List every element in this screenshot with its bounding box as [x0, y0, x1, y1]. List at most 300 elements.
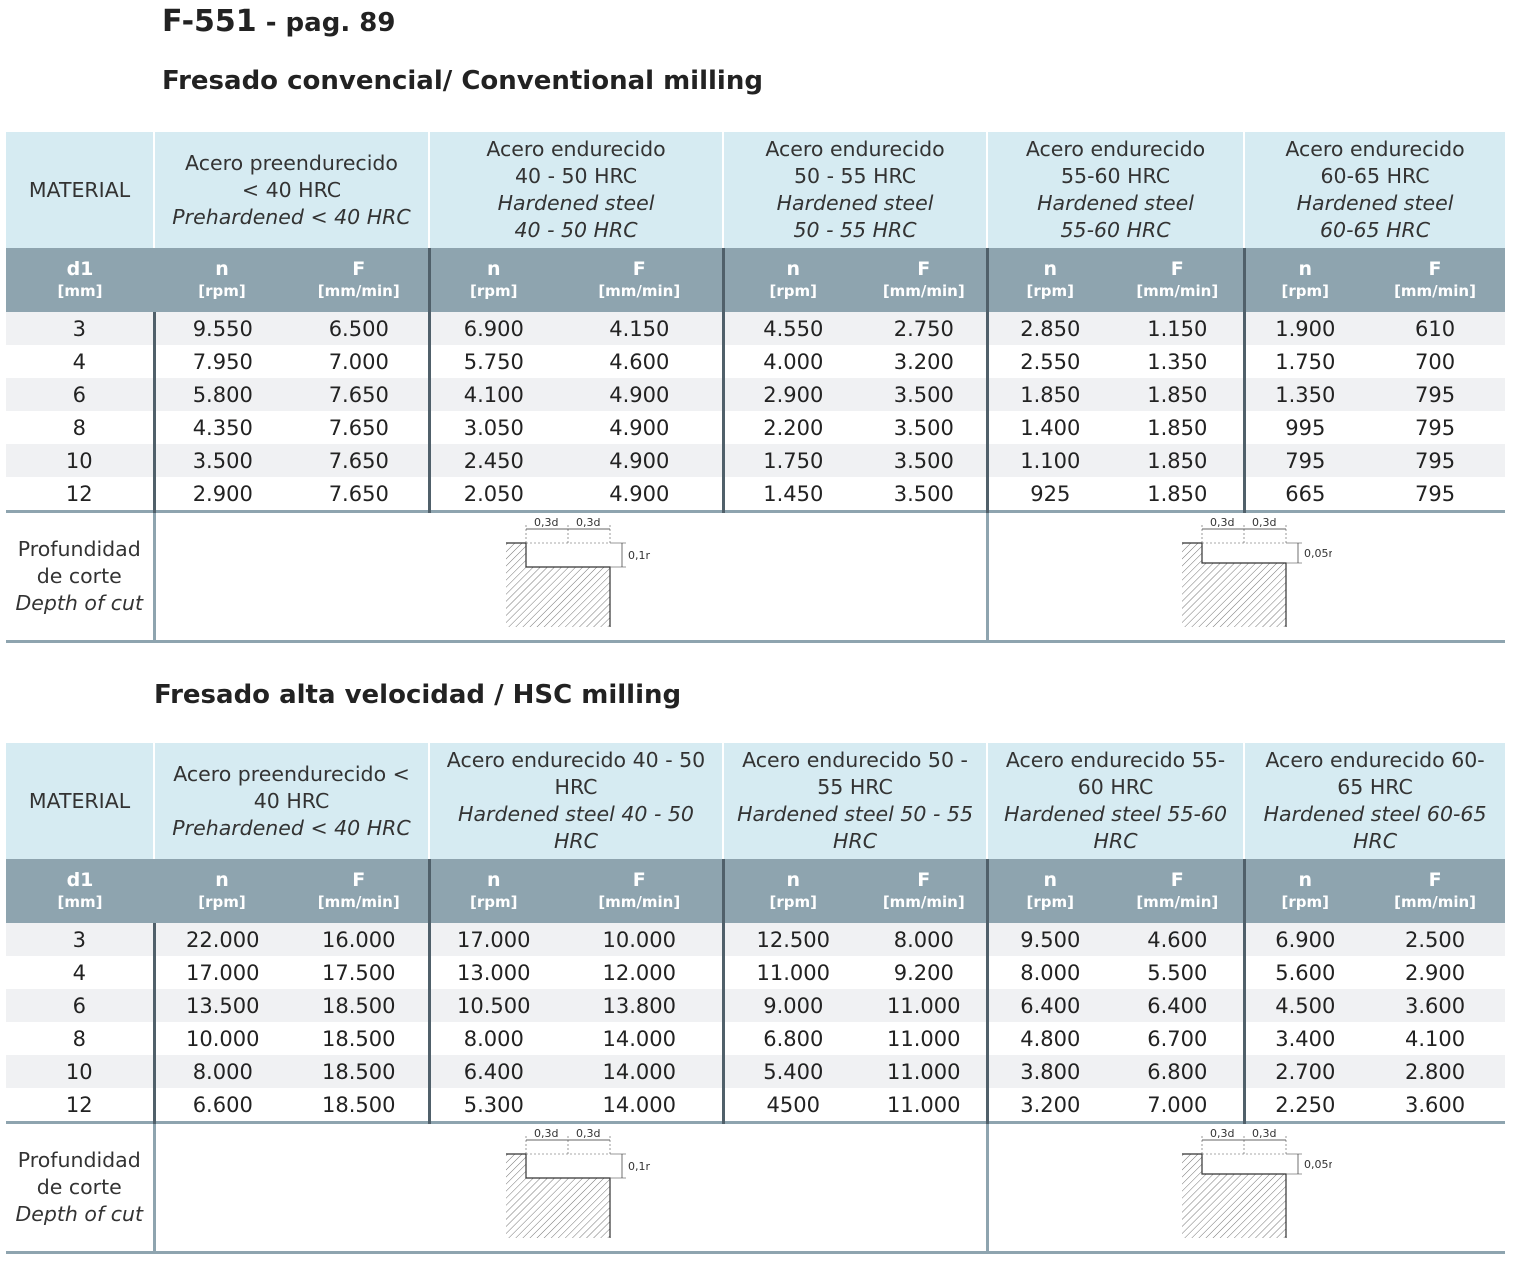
material-name-en: Hardened steel 55-60	[1004, 802, 1227, 826]
cell-diameter: 4	[6, 345, 154, 378]
col-header-f-unit: [mm/min]	[882, 893, 965, 911]
cell-feed: 1.350	[1112, 345, 1244, 378]
col-header-n	[723, 859, 862, 923]
cell-rpm: 3.200	[987, 1088, 1112, 1123]
material-name-es: < 40 HRC	[241, 177, 342, 202]
col-header-n-unit: [rpm]	[1026, 893, 1075, 911]
diagram-depth-label: 0,1r	[627, 548, 650, 562]
cell-feed: 16.000	[290, 923, 429, 956]
col-header-f-label: F	[352, 258, 366, 280]
diagram-width-label-1: 0,3d	[1209, 1126, 1235, 1140]
table-row	[6, 989, 1505, 1022]
material-name-es: 55 HRC	[817, 775, 893, 799]
col-header-n-unit: [rpm]	[1281, 282, 1329, 300]
cell-diameter: 3	[6, 312, 154, 345]
cell-feed: 4.600	[557, 345, 723, 378]
depth-of-cut-diagram	[1162, 515, 1332, 635]
cell-rpm: 2.900	[723, 378, 862, 411]
cell-rpm: 4.100	[429, 378, 557, 411]
cell-feed: 14.000	[557, 1088, 723, 1123]
col-header-n-unit: [rpm]	[1281, 893, 1330, 911]
depth-label-es-2: de corte	[36, 564, 122, 588]
cell-feed: 7.000	[290, 345, 429, 378]
material-name-es: Acero preendurecido <	[173, 761, 410, 786]
col-header-f-label: F	[1170, 869, 1184, 891]
material-header-row	[6, 743, 1505, 859]
cell-feed: 6.400	[1112, 989, 1244, 1022]
cell-rpm: 6.800	[723, 1022, 862, 1055]
table-row	[6, 956, 1505, 989]
cell-rpm: 2.450	[429, 444, 557, 477]
depth-label-es-2: de corte	[36, 1175, 122, 1199]
cell-rpm: 5.600	[1244, 956, 1365, 989]
material-name-en: HRC	[1093, 829, 1138, 853]
cell-feed: 10.000	[557, 923, 723, 956]
cell-feed: 1.850	[1112, 477, 1244, 512]
col-header-n-unit: [rpm]	[769, 893, 817, 911]
cell-diameter: 10	[6, 1055, 154, 1088]
cell-rpm: 6.400	[987, 989, 1112, 1022]
cell-rpm: 10.000	[154, 1022, 290, 1055]
material-group-header	[154, 743, 429, 859]
cell-rpm: 17.000	[154, 956, 290, 989]
cell-feed: 1.850	[1112, 411, 1244, 444]
page-title	[162, 0, 395, 40]
diagram-width-label-1: 0,3d	[1209, 515, 1235, 529]
col-header-n-label: n	[215, 869, 229, 891]
table-row	[6, 312, 1505, 345]
cell-rpm: 9.500	[987, 923, 1112, 956]
cell-feed: 18.500	[290, 989, 429, 1022]
cell-diameter: 6	[6, 989, 154, 1022]
cell-rpm: 5.800	[154, 378, 290, 411]
cell-feed: 3.600	[1365, 989, 1505, 1022]
cell-diameter: 4	[6, 956, 154, 989]
cell-feed: 795	[1365, 477, 1505, 512]
cell-feed: 18.500	[290, 1022, 429, 1055]
cell-feed: 18.500	[290, 1088, 429, 1123]
cell-feed: 18.500	[290, 1055, 429, 1088]
section-title	[154, 678, 681, 712]
cell-rpm: 3.800	[987, 1055, 1112, 1088]
cell-feed: 700	[1365, 345, 1505, 378]
section-title-english: Conventional milling	[452, 66, 763, 96]
col-header-n-label: n	[487, 869, 501, 891]
table-row	[6, 411, 1505, 444]
diagram-width-label-1: 0,3d	[533, 515, 558, 529]
cell-feed: 11.000	[862, 1055, 987, 1088]
material-group-header	[154, 132, 429, 248]
cutting-data-table	[6, 132, 1505, 643]
material-name-es: 55-60 HRC	[1060, 164, 1171, 188]
depth-of-cut-diagram	[486, 515, 656, 635]
cell-feed: 1.850	[1112, 444, 1244, 477]
cell-rpm: 665	[1244, 477, 1365, 512]
cell-rpm: 5.400	[723, 1055, 862, 1088]
cell-feed: 6.800	[1112, 1055, 1244, 1088]
table-row	[6, 923, 1505, 956]
col-header-n-label: n	[1298, 258, 1313, 280]
depth-of-cut-row	[6, 512, 1505, 642]
col-header-n	[1244, 859, 1365, 923]
cell-feed: 4.600	[1112, 923, 1244, 956]
col-header-n	[987, 859, 1112, 923]
col-header-f-label: F	[1170, 258, 1184, 280]
cell-diameter: 12	[6, 1088, 154, 1123]
col-header-f-unit: [mm/min]	[317, 893, 400, 911]
cell-feed: 7.650	[290, 378, 429, 411]
material-label: MATERIAL	[6, 743, 154, 859]
diagram-width-label-2: 0,3d	[1251, 1126, 1277, 1140]
material-name-es: Acero endurecido 60-	[1265, 748, 1485, 772]
cell-rpm: 1.750	[1244, 345, 1365, 378]
section-title	[162, 64, 763, 98]
depth-label-en: Depth of cut	[15, 1202, 144, 1226]
depth-of-cut-diagram	[486, 1126, 656, 1246]
col-header-f	[557, 248, 723, 312]
material-name-es: 40 HRC	[253, 788, 330, 813]
col-header-f-label: F	[632, 869, 646, 891]
material-name-en: Hardened steel	[1037, 191, 1194, 215]
material-group-header	[987, 132, 1244, 248]
cell-rpm: 13.500	[154, 989, 290, 1022]
cell-rpm: 6.900	[1244, 923, 1365, 956]
material-name-en: 50 - 55 HRC	[793, 218, 917, 242]
cell-rpm: 795	[1244, 444, 1365, 477]
material-name-en: HRC	[833, 829, 878, 853]
cell-rpm: 6.900	[429, 312, 557, 345]
table-row	[6, 444, 1505, 477]
material-name-en: Hardened steel	[497, 191, 655, 215]
col-header-d1-unit: [mm]	[57, 282, 103, 300]
cell-diameter: 6	[6, 378, 154, 411]
col-header-n-label: n	[786, 258, 801, 280]
cell-rpm: 9.000	[723, 989, 862, 1022]
cell-feed: 795	[1365, 378, 1505, 411]
material-name-es: Acero endurecido	[486, 137, 666, 161]
material-name-es: 60 HRC	[1077, 775, 1154, 799]
cell-feed: 4.150	[557, 312, 723, 345]
material-name-es: Acero endurecido 55-	[1005, 748, 1226, 772]
cell-rpm: 8.000	[429, 1022, 557, 1055]
cell-rpm: 2.850	[987, 312, 1112, 345]
section-title-spanish: Fresado alta velocidad /	[154, 680, 504, 710]
cell-feed: 795	[1365, 411, 1505, 444]
cell-feed: 11.000	[862, 1088, 987, 1123]
col-header-n	[429, 859, 557, 923]
depth-of-cut-label	[6, 512, 154, 642]
depth-of-cut-diagram	[1162, 1126, 1332, 1246]
cell-feed: 4.100	[1365, 1022, 1505, 1055]
col-header-f-label: F	[1428, 869, 1442, 891]
col-header-n	[723, 248, 862, 312]
material-name-en: Hardened steel 40 - 50	[458, 802, 694, 826]
cell-rpm: 4.350	[154, 411, 290, 444]
diagram-depth-label: 0,1r	[627, 1159, 650, 1173]
table-row	[6, 1022, 1505, 1055]
material-header-row	[6, 132, 1505, 248]
cell-rpm: 2.250	[1244, 1088, 1365, 1123]
table-row	[6, 477, 1505, 512]
col-header-f-label: F	[917, 869, 931, 891]
cell-rpm: 4500	[723, 1088, 862, 1123]
cell-rpm: 2.700	[1244, 1055, 1365, 1088]
material-name-en: Hardened steel 60-65	[1263, 802, 1487, 826]
cell-rpm: 1.850	[987, 378, 1112, 411]
cell-feed: 6.700	[1112, 1022, 1244, 1055]
cell-feed: 12.000	[557, 956, 723, 989]
material-name-es: 50 - 55 HRC	[793, 164, 917, 188]
cell-diameter: 8	[6, 1022, 154, 1055]
cell-feed: 3.200	[862, 345, 987, 378]
cell-feed: 4.900	[557, 411, 723, 444]
col-header-n-label: n	[1043, 869, 1058, 891]
col-header-f-label: F	[917, 258, 931, 280]
col-header-f-label: F	[352, 869, 366, 891]
col-header-f-unit: [mm/min]	[1394, 893, 1476, 911]
col-header-d1	[6, 248, 154, 312]
column-header-row	[6, 248, 1505, 312]
material-name-en: 60-65 HRC	[1319, 218, 1431, 242]
material-name-en: 40 - 50 HRC	[514, 218, 638, 242]
material-name-en: Prehardened < 40 HRC	[172, 815, 411, 840]
col-header-d1-label: d1	[66, 258, 94, 280]
cell-feed: 11.000	[862, 989, 987, 1022]
cell-rpm: 5.750	[429, 345, 557, 378]
material-name-en: Hardened steel	[1296, 191, 1454, 215]
material-name-es: Acero preendurecido	[185, 150, 398, 175]
col-header-f-unit: [mm/min]	[598, 893, 681, 911]
cell-feed: 3.500	[862, 444, 987, 477]
depth-of-cut-row	[6, 1123, 1505, 1253]
section-title-english: HSC milling	[503, 680, 682, 710]
cell-feed: 7.650	[290, 444, 429, 477]
column-header-row	[6, 859, 1505, 923]
col-header-f-label: F	[1428, 258, 1442, 280]
cell-feed: 795	[1365, 444, 1505, 477]
cell-feed: 13.800	[557, 989, 723, 1022]
cell-feed: 2.500	[1365, 923, 1505, 956]
cell-feed: 2.900	[1365, 956, 1505, 989]
material-group-header	[987, 743, 1244, 859]
cell-rpm: 2.900	[154, 477, 290, 512]
col-header-n	[154, 859, 290, 923]
cell-feed: 7.650	[290, 411, 429, 444]
product-code: F-551	[162, 4, 257, 39]
cell-rpm: 3.500	[154, 444, 290, 477]
cell-rpm: 22.000	[154, 923, 290, 956]
col-header-n-unit: [rpm]	[198, 893, 246, 911]
depth-label-es-1: Profundidad	[17, 537, 141, 561]
cell-rpm: 6.600	[154, 1088, 290, 1123]
col-header-n-unit: [rpm]	[470, 282, 518, 300]
depth-label-es-1: Profundidad	[17, 1148, 141, 1172]
material-name-en: Hardened steel 50 - 55	[737, 802, 973, 826]
depth-diagram-cell-left	[154, 512, 987, 642]
cell-feed: 7.000	[1112, 1088, 1244, 1123]
depth-of-cut-label	[6, 1123, 154, 1253]
col-header-d1-label: d1	[66, 869, 94, 891]
col-header-n	[429, 248, 557, 312]
cell-rpm: 4.500	[1244, 989, 1365, 1022]
col-header-n-label: n	[1043, 258, 1058, 280]
cell-feed: 14.000	[557, 1022, 723, 1055]
cell-feed: 7.650	[290, 477, 429, 512]
section-title-spanish: Fresado convencial/	[162, 66, 453, 96]
cell-feed: 14.000	[557, 1055, 723, 1088]
cell-diameter: 12	[6, 477, 154, 512]
cell-feed: 3.500	[862, 378, 987, 411]
col-header-d1	[6, 859, 154, 923]
page-reference: - pag. 89	[256, 8, 396, 38]
cell-rpm: 2.550	[987, 345, 1112, 378]
cell-feed: 610	[1365, 312, 1505, 345]
col-header-n	[154, 248, 290, 312]
cell-feed: 17.500	[290, 956, 429, 989]
material-name-es: Acero endurecido	[1285, 137, 1465, 161]
material-name-es: 60-65 HRC	[1320, 164, 1430, 188]
cell-rpm: 1.450	[723, 477, 862, 512]
diagram-depth-label: 0,05r	[1303, 546, 1332, 560]
cell-feed: 4.900	[557, 444, 723, 477]
material-group-header	[429, 132, 723, 248]
material-name-es: Acero endurecido 50 -	[742, 748, 968, 772]
diagram-width-label-2: 0,3d	[575, 515, 600, 529]
col-header-f-unit: [mm/min]	[882, 282, 965, 300]
cell-rpm: 1.350	[1244, 378, 1365, 411]
cell-rpm: 17.000	[429, 923, 557, 956]
cell-rpm: 925	[987, 477, 1112, 512]
material-name-en: Hardened steel	[776, 191, 934, 215]
table-row	[6, 345, 1505, 378]
cell-rpm: 6.400	[429, 1055, 557, 1088]
depth-diagram-cell-right	[987, 512, 1505, 642]
cell-diameter: 8	[6, 411, 154, 444]
cell-rpm: 4.000	[723, 345, 862, 378]
col-header-f-unit: [mm/min]	[598, 282, 681, 300]
cell-rpm: 8.000	[987, 956, 1112, 989]
cell-feed: 2.800	[1365, 1055, 1505, 1088]
depth-diagram-cell-left	[154, 1123, 987, 1253]
col-header-n	[1244, 248, 1365, 312]
cell-feed: 4.900	[557, 477, 723, 512]
diagram-depth-label: 0,05r	[1303, 1157, 1332, 1171]
col-header-f-unit: [mm/min]	[317, 282, 400, 300]
material-name-es: Acero endurecido	[1025, 137, 1206, 161]
cell-rpm: 4.550	[723, 312, 862, 345]
cell-rpm: 1.100	[987, 444, 1112, 477]
material-group-header	[429, 743, 723, 859]
cell-rpm: 3.400	[1244, 1022, 1365, 1055]
cell-rpm: 7.950	[154, 345, 290, 378]
cell-diameter: 3	[6, 923, 154, 956]
diagram-width-label-2: 0,3d	[1251, 515, 1277, 529]
col-header-n-unit: [rpm]	[470, 893, 518, 911]
material-name-es: 40 - 50 HRC	[514, 164, 638, 188]
col-header-n-unit: [rpm]	[1026, 282, 1074, 300]
col-header-f-unit: [mm/min]	[1136, 893, 1219, 911]
col-header-n-unit: [rpm]	[769, 282, 817, 300]
cell-feed: 9.200	[862, 956, 987, 989]
material-name-en: HRC	[554, 829, 598, 853]
col-header-f	[290, 859, 429, 923]
cell-feed: 1.850	[1112, 378, 1244, 411]
col-header-f-unit: [mm/min]	[1394, 282, 1476, 300]
cell-feed: 5.500	[1112, 956, 1244, 989]
material-group-header	[1244, 132, 1505, 248]
cell-rpm: 1.900	[1244, 312, 1365, 345]
cell-rpm: 9.550	[154, 312, 290, 345]
material-name-es: Acero endurecido	[765, 137, 945, 161]
cell-rpm: 995	[1244, 411, 1365, 444]
col-header-f	[290, 248, 429, 312]
material-name-en: HRC	[1353, 829, 1398, 853]
cell-feed: 3.500	[862, 477, 987, 512]
col-header-d1-unit: [mm]	[57, 893, 103, 911]
col-header-f	[1112, 859, 1244, 923]
material-name-en: Prehardened < 40 HRC	[172, 204, 411, 229]
col-header-f	[1365, 248, 1505, 312]
col-header-f	[1365, 859, 1505, 923]
material-name-es: 65 HRC	[1337, 775, 1413, 799]
material-name-es: Acero endurecido 40 - 50	[446, 748, 706, 772]
material-name-es: HRC	[554, 775, 598, 799]
col-header-n-label: n	[215, 258, 229, 280]
col-header-n-unit: [rpm]	[198, 282, 246, 300]
col-header-f	[862, 248, 987, 312]
cell-rpm: 13.000	[429, 956, 557, 989]
col-header-f-unit: [mm/min]	[1136, 282, 1219, 300]
cell-feed: 2.750	[862, 312, 987, 345]
cell-rpm: 1.750	[723, 444, 862, 477]
table-row	[6, 1055, 1505, 1088]
cell-feed: 11.000	[862, 1022, 987, 1055]
cell-rpm: 12.500	[723, 923, 862, 956]
cell-rpm: 4.800	[987, 1022, 1112, 1055]
cell-rpm: 1.400	[987, 411, 1112, 444]
cell-feed: 1.150	[1112, 312, 1244, 345]
cell-rpm: 8.000	[154, 1055, 290, 1088]
cell-feed: 8.000	[862, 923, 987, 956]
cell-rpm: 2.200	[723, 411, 862, 444]
table-row	[6, 378, 1505, 411]
material-group-header	[723, 743, 987, 859]
material-group-header	[1244, 743, 1505, 859]
col-header-n	[987, 248, 1112, 312]
cutting-data-table	[6, 743, 1505, 1254]
col-header-f-label: F	[632, 258, 646, 280]
col-header-n-label: n	[1298, 869, 1313, 891]
cell-feed: 3.500	[862, 411, 987, 444]
cell-feed: 6.500	[290, 312, 429, 345]
material-group-header	[723, 132, 987, 248]
cell-feed: 3.600	[1365, 1088, 1505, 1123]
col-header-n-label: n	[786, 869, 801, 891]
material-name-en: 55-60 HRC	[1060, 218, 1171, 242]
diagram-width-label-2: 0,3d	[575, 1126, 600, 1140]
cell-rpm: 3.050	[429, 411, 557, 444]
diagram-width-label-1: 0,3d	[533, 1126, 558, 1140]
table-row	[6, 1088, 1505, 1123]
col-header-f	[1112, 248, 1244, 312]
cell-feed: 4.900	[557, 378, 723, 411]
col-header-f	[557, 859, 723, 923]
cell-rpm: 5.300	[429, 1088, 557, 1123]
cell-rpm: 10.500	[429, 989, 557, 1022]
depth-label-en: Depth of cut	[15, 591, 144, 615]
col-header-n-label: n	[487, 258, 501, 280]
col-header-f	[862, 859, 987, 923]
